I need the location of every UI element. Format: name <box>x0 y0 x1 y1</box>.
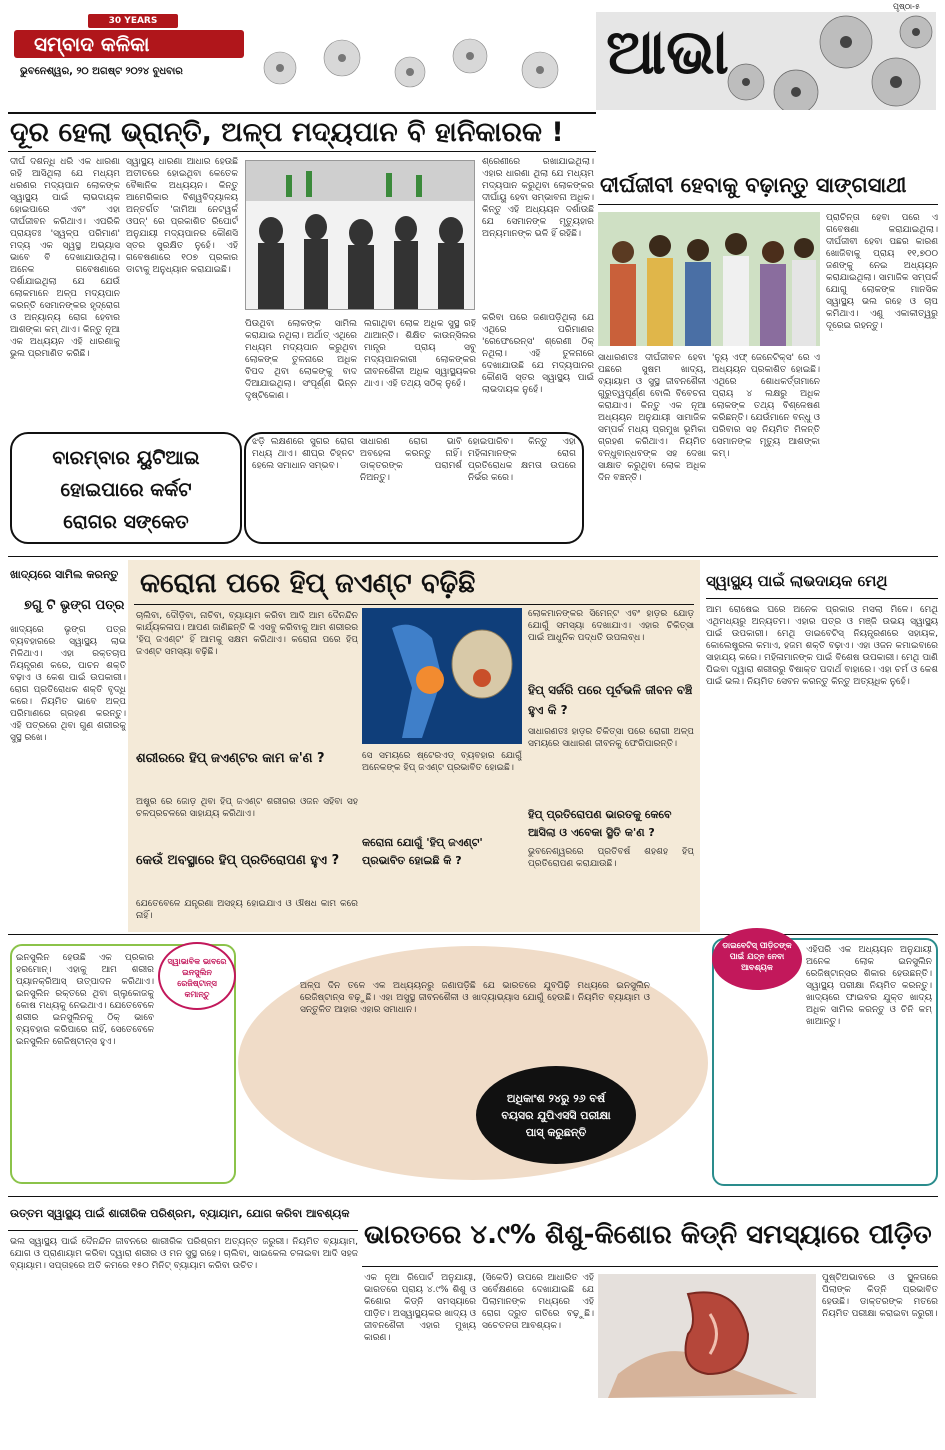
insulin-badge-left: ସ୍ୱାଭାବିକ ଭାବରେ ଇନସୁଲିନ ରେଜିଷ୍ଟାନ୍ସ କମାନ୍ତୁ <box>158 942 236 1010</box>
story4-right-top: ଲୋକମାନଙ୍କର ସିମେନ୍ଟ ଏବଂ ହାଡ଼ର ଯୋଡ଼ ଯୋଗୁଁ ସମସ୍ୟା ଦେଖାଯାଏ। ଏହାର ଚିକିତ୍ସା ପାଇଁ ଆଧୁନିକ ପଦ୍ଧତି ଉପଲବ୍ଧ। <box>528 609 694 643</box>
story4-sub3-body <box>362 874 522 926</box>
story4-sub5: ହିପ୍ ପ୍ରତିରୋପଣ ଭାରତକୁ କେବେ ଆସିଲା ଓ ଏବେକା ସ୍ଥିତି କ'ଣ ? <box>528 808 672 839</box>
story6-col: ଆମ ରୋଷେଇ ଘରେ ଅନେକ ପ୍ରକାର ମସଲା ମିଳେ। ମେଥି ଏଥିମଧ୍ୟରୁ ଅନ୍ୟତମ। ଏହାର ପତ୍ର ଓ ମଞ୍ଜି ଉଭୟ ସ୍ୱାସ୍ଥ୍ୟ ପାଇଁ ଉପକାରୀ। ମେଥି ଡାଇବେଟିସ୍ ନିୟନ୍ତ୍ରଣରେ ସହାୟକ, କୋଲେଷ୍ଟ୍ରଲ କମାଏ, ହଜମ ଶକ୍ତି ବଢ଼ାଏ। ଏହା ଓଜନ କମାଇବାରେ ସାହାଯ୍ୟ କରେ। ମହିଳାମାନଙ୍କ ପାଇଁ ବିଶେଷ ଉପକାରୀ। ମେଥି ପାଣି ପିଇବା ଦ୍ୱାରା ଶରୀରରୁ ବିଷାକ୍ତ ପଦାର୍ଥ ବାହାରେ। ଏହା ଚର୍ମ ଓ କେଶ ପାଇଁ ଭଲ। ନିୟମିତ ସେବନ କରନ୍ତୁ କିନ୍ତୁ ଅତ୍ୟଧିକ ନୁହେଁ। <box>706 605 938 687</box>
story5-headline1: ଖାଦ୍ୟରେ ସାମିଲ କରନ୍ତୁ <box>10 568 119 581</box>
story4-sub2-text: ଯେତେବେଳେ ଯନ୍ତ୍ରଣା ଅସହ୍ୟ ହୋଇଯାଏ ଓ ଔଷଧ କାମ କରେ ନାହିଁ। <box>136 899 358 921</box>
insulin-center-text: ଅଳ୍ପ ଦିନ ତଳେ ଏକ ଅଧ୍ୟୟନରୁ ଜଣାପଡ଼ିଛି ଯେ ଭାରତରେ ଯୁବପିଢ଼ି ମଧ୍ୟରେ ଇନସୁଲିନ ରେଜିଷ୍ଟାନ୍ସ ବଢ଼ୁଛି। ଏହା ଅସୁସ୍ଥ ଜୀବନଶୈଳୀ ଓ ଖାଦ୍ୟାଭ୍ୟାସ ଯୋଗୁଁ ହେଉଛି। ନିୟମିତ ବ୍ୟାୟାମ ଓ ସନ୍ତୁଳିତ ଆହାର ଏହାର ସମାଧାନ। <box>300 981 650 1015</box>
insulin-callout: ଅଧିକାଂଶ ୨୪ରୁ ୨୬ ବର୍ଷ ବୟସର ଯୁପିଏସସି ପରୀକ୍ଷା ପାସ୍ କରୁଛନ୍ତି <box>476 1066 636 1164</box>
story4-sub3-text: ସେ ସମୟରେ ଷ୍ଟେରଏଡ୍ ବ୍ୟବହାର ଯୋଗୁଁ ଅନେକଙ୍କ ହିପ୍ ଜଏଣ୍ଟ ପ୍ରଭାବିତ ହୋଇଛି। <box>362 751 522 773</box>
masthead <box>0 0 945 110</box>
flowers-graphic <box>250 30 580 102</box>
story1-col3: ଶ୍ରେଣୀରେ ରଖାଯାଇଥିଲା। ଏହାର ଧାରଣା ଥିଲା ଯେ ମଧ୍ୟମ ମଦ୍ୟପାନ କରୁଥିବା ଲୋକଙ୍କର ଦୀର୍ଘାୟୁ ହେବା ସମ୍ଭାବନା ଅଧିକ। କିନ୍ତୁ ଏହି ଅଧ୍ୟୟନ ଦର୍ଶାଉଛି ଯେ ସେମାନଙ୍କ ମୃତ୍ୟୁହାର ଅନ୍ୟମାନଙ୍କ ଭଳି ହିଁ ରହିଛି। <box>482 157 594 239</box>
story4-sub4: ହିପ୍ ସର୍ଜରି ପରେ ପୂର୍ବଭଳି ଜୀବନ ବଞ୍ଚି ହୁଏ କି ? <box>528 683 693 717</box>
story9-photo-caption <box>598 1402 816 1442</box>
story1-col4: ପିଉଥିବା ଲୋକଙ୍କ ସାମିଲ କରାଯାଇ ନଥିଲା। ଅର୍ଥାତ୍ ଏଥିରେ ମଧ୍ୟମ ମଦ୍ୟପାନ କରୁଥିବା ଲୋକଙ୍କ ତୁଳନାରେ ଅଧିକ ବିପଦ ଥିବା ଲୋକଙ୍କୁ ବାଦ ଦିଆଯାଇଥିଲା। ସଂପୂର୍ଣ୍ଣ ଭିନ୍ନ ଦୃଷ୍ଟିକୋଣ। <box>245 319 357 401</box>
years-badge: 30 YEARS <box>88 14 178 28</box>
uti-headline-box <box>10 432 242 544</box>
story3-col1: ଝଡ଼ି ଲକ୍ଷଣରେ ସୁଗର ରୋଗ ମଧ୍ୟ ଥାଏ। ଶୀଘ୍ର ଚିହ୍ନଟ ହେଲେ ସମାଧାନ ସମ୍ଭବ। <box>252 437 354 471</box>
story3-col3: ହୋଇପାରିବ। କିନ୍ତୁ ଏହା ମହିଳାମାନଙ୍କ ରୋଗ ପ୍ରତିରୋଧକ କ୍ଷମତା ଉପରେ ନିର୍ଭର କରେ। <box>468 437 576 483</box>
insulin-left-col: ଇନସୁଲିନ ହେଉଛି ଏକ ପ୍ରକାର ହରମୋନ୍। ଏହାକୁ ଆମ ଶରୀର ପ୍ୟାନକ୍ରିଆସ୍ ଉତ୍ପାଦନ କରିଥାଏ। ଇନସୁଲିନ ରକ୍ତରେ ଥିବା ଗ୍ଲୁକୋଜକୁ କୋଷ ମଧ୍ୟକୁ ନେଇଥାଏ। ଯେତେବେଳେ ଶରୀର ଇନସୁଲିନକୁ ଠିକ୍ ଭାବେ ବ୍ୟବହାର କରିପାରେ ନାହିଁ, ସେତେବେଳେ ଇନସୁଲିନ ରେଜିଷ୍ଟାନ୍ସ ହୁଏ। <box>16 953 154 1047</box>
story6-headline: ସ୍ୱାସ୍ଥ୍ୟ ପାଇଁ ଲାଭଦାୟକ ମେଥି <box>706 572 888 590</box>
story4-sub1: ଶରୀରରେ ହିପ୍ ଜଏଣ୍ଟର କାମ କ'ଣ ? <box>136 751 325 766</box>
uti-headline-line2: ହୋଇପାରେ କର୍କଟ <box>60 479 192 501</box>
story9-col1: ଏକ ନୂଆ ରିପୋର୍ଟ ଅନୁଯାୟୀ, ଭାରତରେ ପ୍ରାୟ ୪.୯% ଶିଶୁ ଓ କିଶୋର କିଡ୍‌ନି ସମସ୍ୟାରେ ପୀଡ଼ିତ। ଅସ୍ୱାସ୍ଥ୍ୟକର ଖାଦ୍ୟ ଓ ଜୀବନଶୈଳୀ ଏହାର ମୁଖ୍ୟ କାରଣ। <box>364 1273 476 1343</box>
story4-sub4-text: ସାଧାରଣତଃ ହାଡ଼ର ଚିକିତ୍ସା ପରେ ରୋଗୀ ଅଳ୍ପ ସମୟରେ ସାଧାରଣ ଜୀବନକୁ ଫେରିପାରନ୍ତି। <box>528 727 694 749</box>
dateline: ଭୁବନେଶ୍ୱର, ୨୦ ଅଗଷ୍ଟ ୨୦୨୪ ବୁଧବାର <box>20 66 183 77</box>
masthead-logo: ସମ୍ବାଦ କଳିକା <box>14 30 244 58</box>
story4-sub3: କରୋନା ଯୋଗୁଁ 'ହିପ୍ ଜଏଣ୍ଟ' ପ୍ରଭାବିତ ହୋଇଛି କି ? <box>362 836 483 867</box>
story4-lead: ଚାଲିବା, ଦୌଡ଼ିବା, ନାଚିବା, ବ୍ୟାୟାମ କରିବା ଆଦି ଆମ ଦୈନନ୍ଦିନ କାର୍ଯ୍ୟକଳାପ। ଆପଣ ଜାଣିଛନ୍ତି କି ଏସବୁ କରିବାକୁ ଆମ ଶରୀରର 'ହିପ୍ ଜଏଣ୍ଟ' ହିଁ ଆମକୁ ସକ୍ଷମ କରିଥାଏ। କରୋନା ପରେ ହିପ୍ ଜଏଣ୍ଟ ସମସ୍ୟା ବଢ଼ିଛି। <box>136 611 358 657</box>
insulin-badge-right: ଡାଇବେଟିସ୍ ପୀଡ଼ିତଙ୍କ ପାଇଁ ଯତ୍ନ ନେବା ଆବଶ୍ୟକ <box>712 928 802 990</box>
story5-col: ଖାଦ୍ୟରେ ଭୃଙ୍ଗ ପତ୍ର ବ୍ୟବହାରରେ ସ୍ୱାସ୍ଥ୍ୟ ଲାଭ ମିଳିଥାଏ। ଏହା ରକ୍ତଚାପ ନିୟନ୍ତ୍ରଣ କରେ, ପାଚନ ଶକ୍ତି ବଢ଼ାଏ ଓ କେଶ ପାଇଁ ଉପକାରୀ। ରୋଗ ପ୍ରତିରୋଧକ ଶକ୍ତି ବୃଦ୍ଧି କରେ। ନିୟମିତ ଭାବେ ଅଳ୍ପ ପରିମାଣରେ ଗ୍ରହଣ କରନ୍ତୁ। ଏହି ପତ୍ରରେ ଥିବା ଗୁଣ ଶରୀରକୁ ସୁସ୍ଥ ରଖେ। <box>10 625 126 743</box>
section-banner <box>596 12 936 110</box>
story1-col2: ସ୍ୱାସ୍ଥ୍ୟ ଧାରଣା ଆଧାର ହେଉଛି ଅତୀତରେ ହୋଇଥିବା କେତେକ ବୈଜ୍ଞାନିକ ଅଧ୍ୟୟନ। କିନ୍ତୁ ଆମେରିକାର ବିଶ୍ୱବିଦ୍ୟାଳୟ ଅନ୍ତର୍ଗତ 'ଜାମିଆ ନେଟୱର୍କ ଓପନ୍' ରେ ପ୍ରକାଶିତ ରିପୋର୍ଟ ଅନୁଯାୟୀ ମଦ୍ୟପାନର କୌଣସି ସ୍ତର ସୁରକ୍ଷିତ ନୁହେଁ। ଏହି ଗବେଷଣାରେ ୧୦୭ ପ୍ରକାର ଡାଟାକୁ ଅନୁଧ୍ୟାନ କରାଯାଇଛି। <box>126 157 238 275</box>
story4-headline: କରୋନା ପରେ ହିପ୍ ଜଏଣ୍ଟ ବଢ଼ିଛି <box>140 568 476 599</box>
insulin-right-col: ଏହିପରି ଏକ ଅଧ୍ୟୟନ ଅନୁଯାୟୀ ଅନେକ ଲୋକ ଇନସୁଲିନ ରେଜିଷ୍ଟାନ୍ସର ଶିକାର ହେଉଛନ୍ତି। ସ୍ୱାସ୍ଥ୍ୟ ପରୀକ୍ଷା ନିୟମିତ କରନ୍ତୁ। ଖାଦ୍ୟରେ ଫାଇବର ଯୁକ୍ତ ଖାଦ୍ୟ ଅଧିକ ସାମିଲ କରନ୍ତୁ ଓ ଚିନି କମ୍ ଖାଆନ୍ତୁ। <box>806 945 932 1027</box>
kidney-in-hands-photo <box>598 1274 816 1398</box>
story4-sub1-text: ଅଷ୍ଟ୍ର ରେ ଜୋଡ଼ ଥିବା ହିପ୍ ଜଏଣ୍ଟ ଶରୀରର ଓଜନ ସହିବା ସହ ଚଳପ୍ରଚଳରେ ସାହାଯ୍ୟ କରିଥାଏ। <box>136 797 358 819</box>
story2-col2: 'ନ୍ୟୁ ଏଫ୍ ଜେନେଟିକ୍ସ' ରେ ଏ ଅଧ୍ୟୟନ ପ୍ରକାଶିତ ହୋଇଛି। ଏଥିରେ ଶୋଧକର୍ତ୍ତାମାନେ ପ୍ରାୟ ୪ ଲକ୍ଷରୁ ଅଧିକ ଲୋକଙ୍କ ତଥ୍ୟ ବିଶ୍ଳେଷଣ କରିଛନ୍ତି। ଯେଉଁମାନେ ବନ୍ଧୁ ଓ ପରିବାର ସହ ନିୟମିତ ମିଳନ୍ତି ସେମାନଙ୍କ ମୃତ୍ୟୁ ଆଶଙ୍କା କମ୍। <box>712 353 820 459</box>
bar-silhouette-photo <box>245 160 475 310</box>
story9-col3: ପୁଷ୍ଟିଅଭାବରେ ଓ ସ୍ଥୂଳତାରେ ପିଲାଙ୍କ କିଡ୍‌ନି ପ୍ରଭାବିତ ହେଉଛି। ଡାକ୍ତରଙ୍କ ମତରେ ନିୟମିତ ପରୀକ୍ଷା କରାଇବା ଜରୁରୀ। <box>822 1273 938 1319</box>
uti-headline-line3: ରୋଗର ସଙ୍କେତ <box>63 511 189 533</box>
friends-group-photo <box>598 212 820 346</box>
story9-headline: ଭାରତରେ ୪.୯% ଶିଶୁ-କିଶୋର କିଡ୍‌ନି ସମସ୍ୟାରେ ପୀଡ଼ିତ <box>364 1220 932 1250</box>
story1-headline: ଦୂର ହେଲା ଭ୍ରାନ୍ତି, ଅଳ୍ପ ମଦ୍ୟପାନ ବି ହାନିକାରକ ! <box>10 117 564 148</box>
page-label: ପୃଷ୍ଠା-୫ <box>893 2 920 11</box>
story8-col: ଭଲ ସ୍ୱାସ୍ଥ୍ୟ ପାଇଁ ଦୈନନ୍ଦିନ ଜୀବନରେ ଶାରୀରିକ ପରିଶ୍ରମ ଅତ୍ୟନ୍ତ ଜରୁରୀ। ନିୟମିତ ବ୍ୟାୟାମ, ଯୋଗ ଓ ପ୍ରାଣାୟାମ କରିବା ଦ୍ୱାରା ଶରୀର ଓ ମନ ସୁସ୍ଥ ରହେ। ଚାଲିବା, ସାଇକେଲ ଚଳାଇବା ଆଦି ସହଜ ବ୍ୟାୟାମ। ସପ୍ତାହରେ ଅତି କମରେ ୧୫୦ ମିନିଟ୍ ବ୍ୟାୟାମ କରିବା ଉଚିତ। <box>10 1237 358 1271</box>
story5-headline2: ୭ଗୁ ଟି ଭୃଙ୍ଗ ପତ୍ର <box>24 598 124 613</box>
section-title: ଆଭା <box>606 15 729 88</box>
story4-sub5-text: ଭୁବନେଶ୍ୱରରେ ପ୍ରତିବର୍ଷ ଶହଶହ ହିପ୍ ପ୍ରତିରୋପଣ କରାଯାଉଛି। <box>528 847 694 869</box>
story2-headline: ଦୀର୍ଘଜୀବୀ ହେବାକୁ ବଢ଼ାନ୍ତୁ ସାଙ୍ଗସାଥୀ <box>600 173 907 197</box>
story9-col2: (ସିକେଡି) ଉପରେ ଆଧାରିତ ଏହି ସର୍ବେକ୍ଷଣରେ ଦେଖାଯାଇଛି ଯେ ପିଲାମାନଙ୍କ ମଧ୍ୟରେ ଏହି ରୋଗ ଦ୍ରୁତ ଗତିରେ ବଢ଼ୁଛି। ସଚେତନତା ଆବଶ୍ୟକ। <box>482 1273 594 1331</box>
story3-col2: ସାଧାରଣ ରୋଗ ଭାବି ଅବହେଳା କରନ୍ତୁ ନାହିଁ। ଡାକ୍ତରଙ୍କ ପରାମର୍ଶ ନିଅନ୍ତୁ। <box>360 437 462 483</box>
story4-sub2: କେଉଁ ଅବସ୍ଥାରେ ହିପ୍ ପ୍ରତିରୋପଣ ହୁଏ ? <box>136 853 340 868</box>
uti-headline-line1: ବାରମ୍ବାର ୟୁଟିଆଇ <box>52 447 200 469</box>
story1-col1: ଦୀର୍ଘ ଦଶନ୍ଧି ଧରି ଏକ ଧାରଣା ରହି ଆସିଥିଲା ଯେ ମଧ୍ୟମ ଧରଣର ମଦ୍ୟପାନ ଲୋକଙ୍କ ସ୍ୱାସ୍ଥ୍ୟ ପାଇଁ ଲାଭଦାୟକ ହୋଇପାରେ ଏବଂ ଏହା ଦୀର୍ଘଜୀବନ କରିଥାଏ। ଏପରିକି ପ୍ରାୟତଃ 'ସ୍ୱଳ୍ପ ପରିମାଣ' ମଦ୍ୟ ଏକ ସ୍ୱସ୍ଥ ଅଭ୍ୟାସ ଭାବେ ବି ଦେଖାଯାଉଥିଲା। ଅନେକ ଗବେଷଣାରେ ଦର୍ଶାଯାଇଥିଲା ଯେ ଯେଉଁ ଲୋକମାନେ ଅଳ୍ପ ମଦ୍ୟପାନ କରନ୍ତି ସେମାନଙ୍କର ହୃଦ୍‌ରୋଗ ଓ ଅନ୍ୟାନ୍ୟ ରୋଗ ହେବାର ଆଶଙ୍କା କମ୍ ଥାଏ। କିନ୍ତୁ ନୂଆ ଏକ ଅଧ୍ୟୟନ ଏହି ଧାରଣାକୁ ଭୁଲ ପ୍ରମାଣିତ କରିଛି। <box>10 157 120 359</box>
story8-headline: ଉତ୍ତମ ସ୍ୱାସ୍ଥ୍ୟ ପାଇଁ ଶାରୀରିକ ପରିଶ୍ରମ, ବ୍ୟାୟାମ, ଯୋଗ କରିବା ଆବଶ୍ୟକ <box>10 1207 350 1220</box>
story2-col1: ସାଧାରଣତଃ ଦୀର୍ଘଜୀବନ ହେବା ପଛରେ ସୁଷମ ଖାଦ୍ୟ, ବ୍ୟାୟାମ ଓ ସୁସ୍ଥ ଜୀବନଶୈଳୀ ଗୁରୁତ୍ୱପୂର୍ଣ୍ଣ ବୋଲି ବିବେଚନା କରାଯାଏ। କିନ୍ତୁ ଏକ ନୂଆ ଅଧ୍ୟୟନ ଅନୁଯାୟୀ ସାମାଜିକ ସମ୍ପର୍କ ମଧ୍ୟ ପ୍ରମୁଖ ଭୂମିକା ଗ୍ରହଣ କରିଥାଏ। ନିୟମିତ ବନ୍ଧୁବାନ୍ଧବଙ୍କ ସହ ଦେଖା ସାକ୍ଷାତ କରୁଥିବା ଲୋକ ଅଧିକ ଦିନ ବଞ୍ଚନ୍ତି। <box>598 353 706 483</box>
story1-col5: ଲଗାଥିବା ଲୋକ ଅଧିକ ସୁସ୍ଥ ରହି ଥାଆନ୍ତି। ଶିକ୍ଷିତ କାଉନ୍ସିଲର ମାନ୍ତ୍ର ପ୍ରାୟ ସବୁ ମଦ୍ୟପାନକାରୀ ଲୋକଙ୍କର ଜୀବନଶୈଳୀ ଅଧିକ ସ୍ୱାସ୍ଥ୍ୟକର ଥାଏ। ଏହି ତଥ୍ୟ ସଠିକ୍ ନୁହେଁ। <box>364 319 476 389</box>
story2-col3: ପ୍ରାଚିନ୍ତା ହେବା ପରେ ଏ ଗବେଷଣା କରାଯାଇଥିଲା। ଦୀର୍ଘଜୀବୀ ହେବା ପଛର କାରଣ ଖୋଜିବାକୁ ପ୍ରାୟ ୧୧,୭୦୦ ଜଣଙ୍କୁ ନେଇ ଅଧ୍ୟୟନ କରାଯାଇଥିଲା। ସାମାଜିକ ସମ୍ପର୍କ ଯୋଗୁ ଲୋକଙ୍କ ମାନସିକ ସ୍ୱାସ୍ଥ୍ୟ ଭଲ ରହେ ଓ ଚାପ କମିଥାଏ। ଏଣୁ ଏକାକୀତ୍ୱରୁ ଦୂରେଇ ରହନ୍ତୁ। <box>826 213 938 331</box>
story1-col6: କରିବା ପରେ ଜଣାପଡ଼ିଥିଲା ଯେ ଏଥିରେ ପରିମାଣର 'ରେଫେରେନ୍ସ' ଶ୍ରେଣୀ ଠିକ୍ ନଥିଲା। ଏହି ତୁଳନାରେ ଦେଖାଯାଉଛି ଯେ ମଦ୍ୟପାନର କୌଣସି ସ୍ତର ସ୍ୱାସ୍ଥ୍ୟ ପାଇଁ ଲାଭଦାୟକ ନୁହେଁ। <box>482 313 594 395</box>
hip-xray-illustration <box>362 608 522 744</box>
